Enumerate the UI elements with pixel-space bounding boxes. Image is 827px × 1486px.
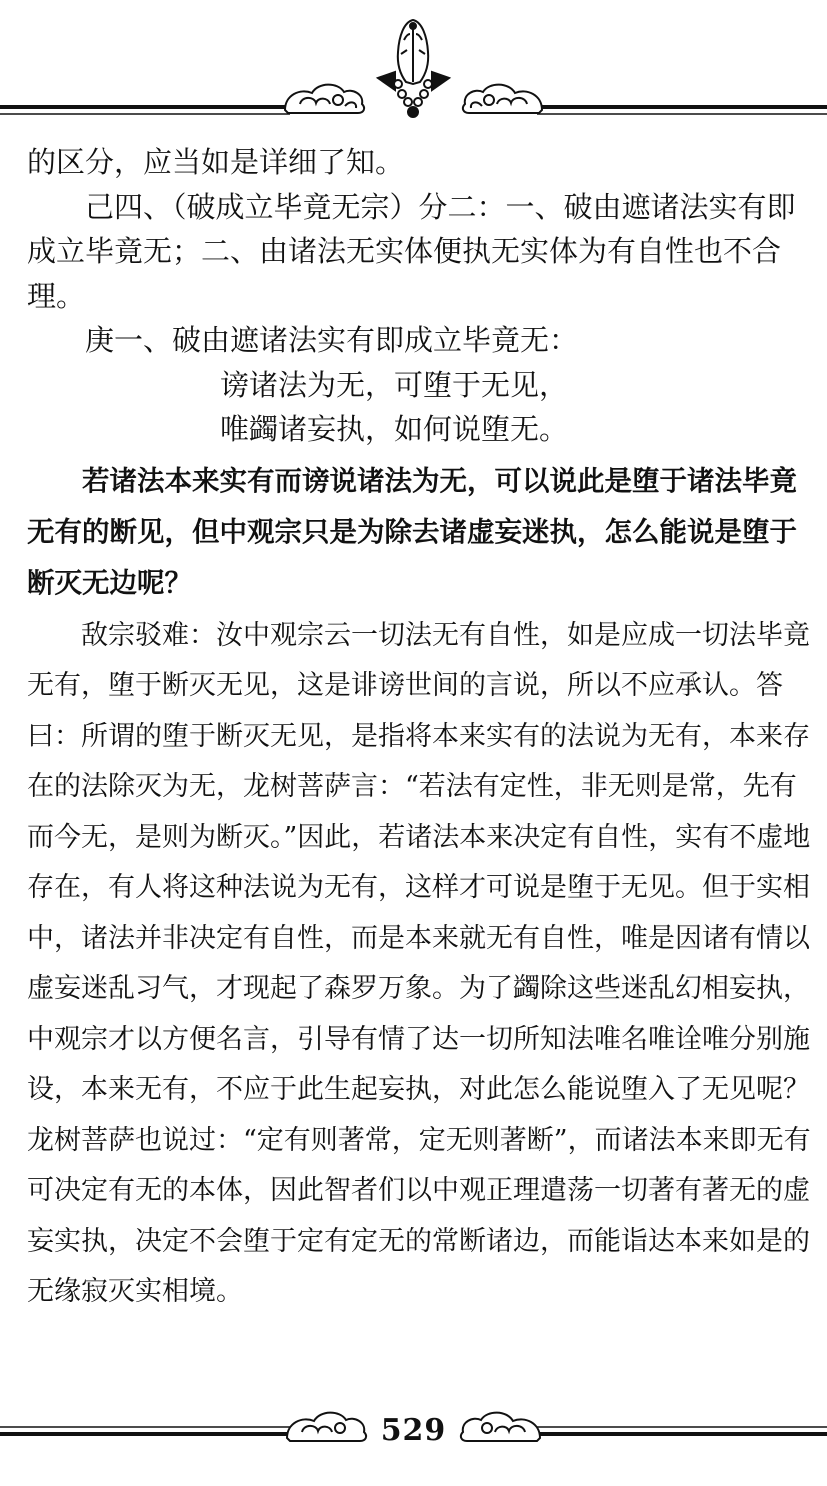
header-rule-right <box>537 107 827 114</box>
header-rule-left <box>0 107 290 114</box>
page-number: 529 <box>380 1413 447 1448</box>
verse-line-2: 唯蠲诸妄执，如何说堕无。 <box>220 412 569 446</box>
praying-hands-emblem-icon <box>378 20 449 117</box>
intro-line: 的区分，应当如是详细了知。 <box>27 145 405 179</box>
commentary-paragraph: 敌宗驳难：汝中观宗云一切法无有自性，如是应成一切法毕竟无有，堕于断灭无见，这是诽谤世间的言说，所以不应承认。答曰：所谓的堕于断灭无见，是指将本来实有的法说为无有，本来存在的法除灭为无，龙树菩萨言：“若法有定性，非无则是常，先有而今无，是则为断灭。”因此，若诸法本来决定有自性，实有不虚地存在，有人将这种法说为无有，这样才可说是堕于无见。但于实相中，诸法并非决定有自性，而是本来就无有自性，唯是因诸有情以虚妄迷乱习气，才现起了森罗万象。为了蠲除这些迷乱幻相妄执，中观宗才以方便名言，引导有情了达一切所知法唯名唯诠唯分别施设，本来无有，不应于此生起妄执，对此怎么能说堕入了无见呢？龙树菩萨也说过：“定有则著常，定无则著断”，而诸法本来即无有可决定有无的本体，因此智者们以中观正理遣荡一切著有著无的虚妄实执，决定不会堕于定有定无的常断诸边，而能诣达本来如是的无缘寂灭实相境。 <box>27 619 811 1307</box>
section-heading-geng1: 庚一、破由遮诸法实有即成立毕竟无： <box>85 323 579 357</box>
main-text <box>27 140 812 1318</box>
verse-translation: 若诸法本来实有而谤说诸法为无，可以说此是堕于诸法毕竟无有的断见，但中观宗只是为除去诸虚妄迷执，怎么能说是堕于断灭无边呢？ <box>27 464 797 599</box>
section-heading-ji4: 己四、（破成立毕竟无宗）分二：一、破由遮诸法实有即成立毕竟无；二、由诸法无实体便执无实体为有自性也不合理。 <box>27 189 796 313</box>
cloud-ornament-left-icon <box>285 85 364 113</box>
header-ornament <box>0 0 827 130</box>
root-verse <box>27 363 812 452</box>
verse-line-1: 谤诸法为无，可堕于无见， <box>220 367 569 402</box>
cloud-ornament-right-icon <box>463 85 542 113</box>
